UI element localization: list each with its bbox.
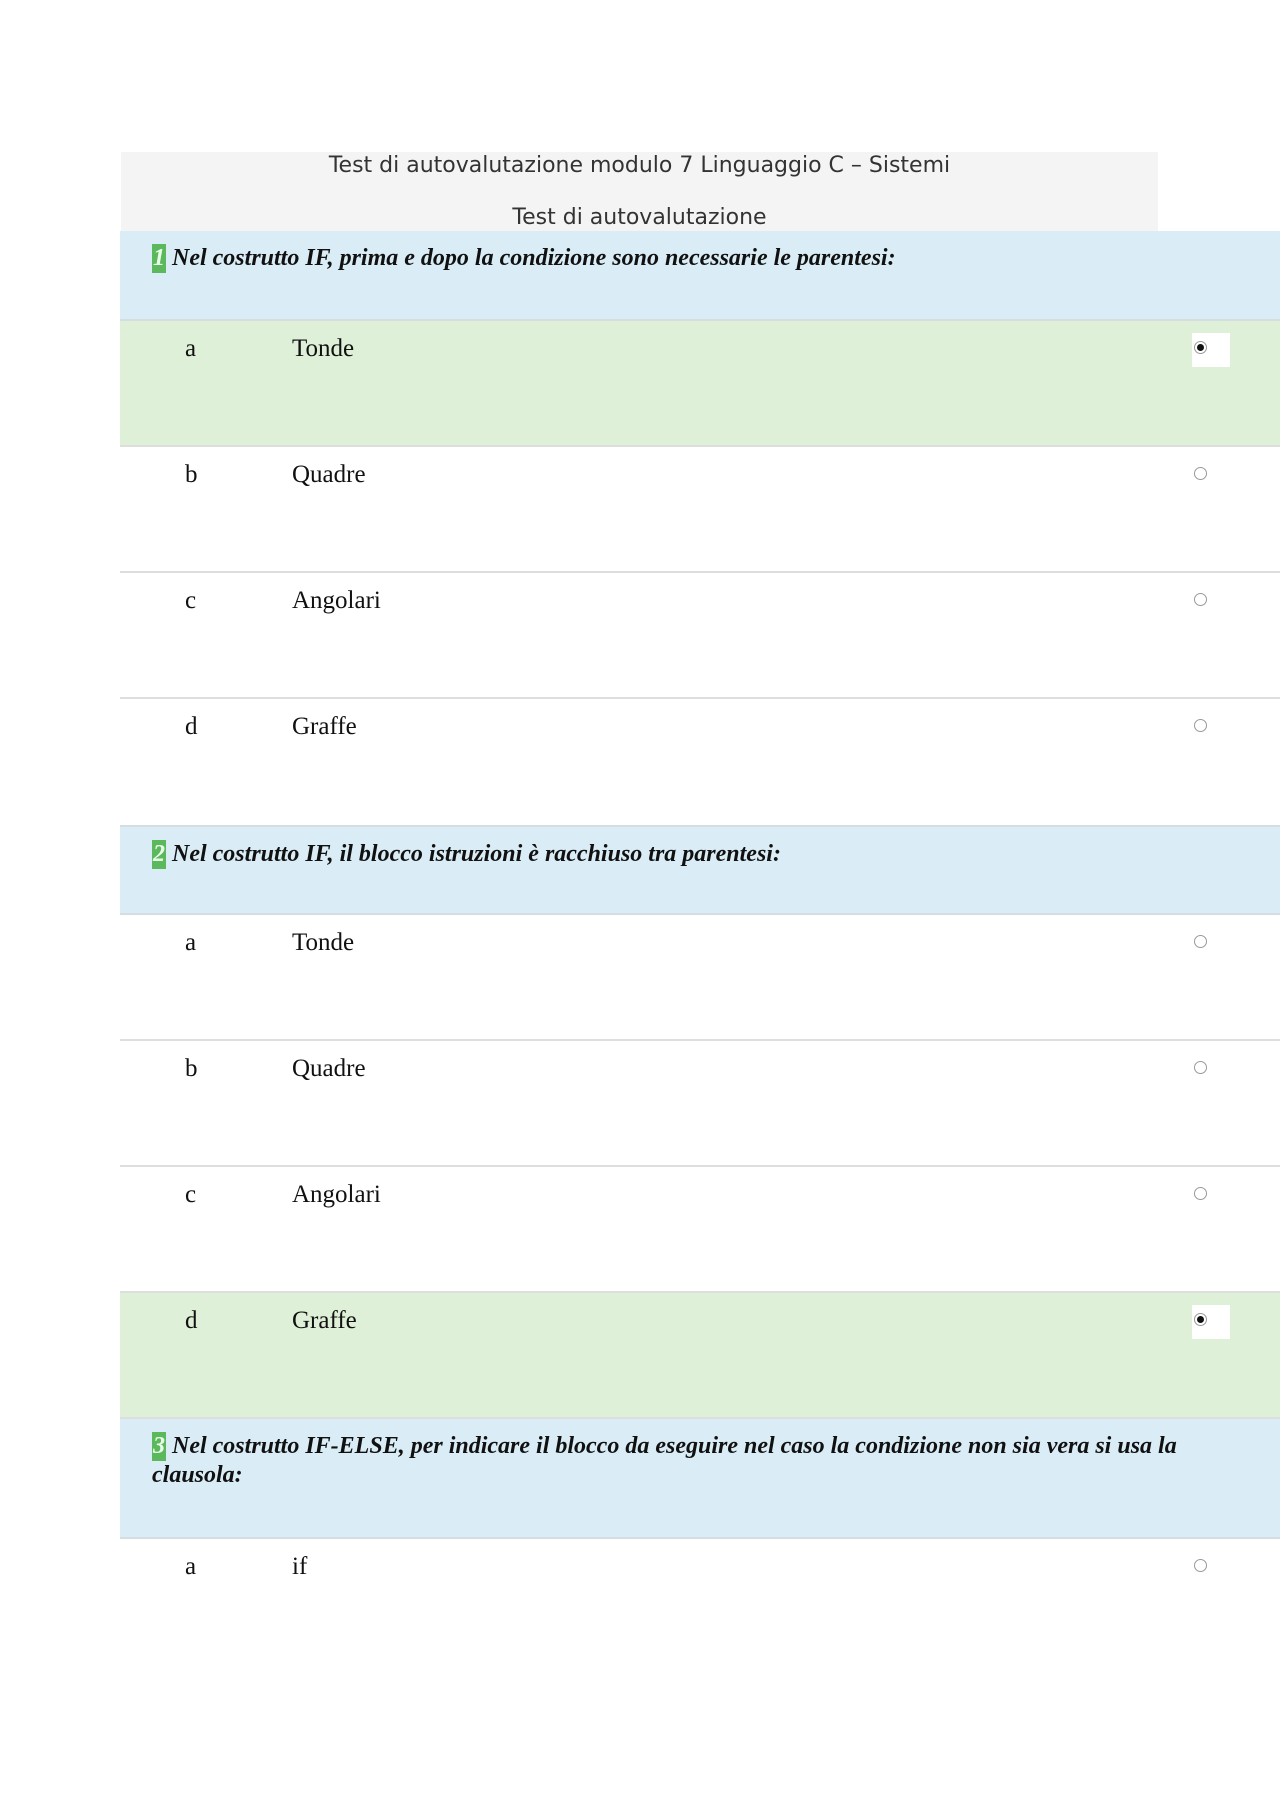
option-q1-d[interactable]	[120, 699, 1280, 825]
question-1	[120, 231, 1280, 321]
option-q2-d[interactable]	[120, 1293, 1280, 1419]
option-letter: a	[185, 929, 197, 956]
radio-button[interactable]	[1194, 593, 1207, 606]
question-number: 2	[153, 841, 165, 867]
page-subtitle: Test di autovalutazione	[512, 205, 767, 230]
option-text: Tonde	[292, 929, 355, 956]
option-letter: d	[185, 713, 198, 740]
option-letter: d	[185, 1307, 198, 1334]
quiz	[120, 231, 1280, 1663]
question-text: Nel costrutto IF, prima e dopo la condizione sono necessarie le parentesi:	[172, 245, 896, 271]
option-text: Angolari	[292, 1181, 381, 1208]
radio-box	[1192, 333, 1230, 367]
question-3	[120, 1419, 1280, 1539]
option-q1-a[interactable]	[120, 321, 1280, 447]
radio-box	[1192, 1053, 1230, 1087]
option-q2-a[interactable]	[120, 915, 1280, 1041]
option-text: Tonde	[292, 335, 355, 362]
radio-box	[1192, 1305, 1230, 1339]
radio-box	[1192, 1551, 1230, 1585]
option-q2-c[interactable]	[120, 1167, 1280, 1293]
option-text: Quadre	[292, 461, 366, 488]
option-letter: b	[185, 461, 198, 488]
radio-button[interactable]	[1194, 719, 1207, 732]
option-text: Quadre	[292, 1055, 366, 1082]
option-q1-c[interactable]	[120, 573, 1280, 699]
option-q3-a[interactable]	[120, 1539, 1280, 1663]
option-text: Angolari	[292, 587, 381, 614]
option-q2-b[interactable]	[120, 1041, 1280, 1167]
option-letter: b	[185, 1055, 198, 1082]
option-letter: c	[185, 1181, 197, 1208]
radio-button[interactable]	[1194, 1061, 1207, 1074]
radio-box	[1192, 1179, 1230, 1213]
option-text: if	[292, 1553, 308, 1580]
radio-button[interactable]	[1194, 1187, 1207, 1200]
page-header	[121, 152, 1158, 231]
question-number: 3	[153, 1433, 165, 1459]
radio-button[interactable]	[1194, 467, 1207, 480]
page-title: Test di autovalutazione modulo 7 Linguaggio C – Sistemi	[328, 153, 951, 178]
radio-box	[1192, 927, 1230, 961]
radio-box	[1192, 459, 1230, 493]
question-number: 1	[153, 245, 165, 271]
radio-box	[1192, 711, 1230, 745]
question-2	[120, 825, 1280, 915]
option-text: Graffe	[292, 713, 357, 740]
radio-box	[1192, 585, 1230, 619]
question-text: Nel costrutto IF, il blocco istruzioni è racchiuso tra parentesi:	[172, 841, 781, 867]
option-letter: a	[185, 1553, 197, 1580]
radio-button[interactable]	[1194, 1559, 1207, 1572]
option-letter: c	[185, 587, 197, 614]
option-q1-b[interactable]	[120, 447, 1280, 573]
option-letter: a	[185, 335, 197, 362]
radio-button[interactable]	[1194, 1313, 1207, 1326]
question-text: Nel costrutto IF-ELSE, per indicare il blocco da eseguire nel caso la condizione non sia vera si usa la clausola:	[152, 1433, 1177, 1488]
option-text: Graffe	[292, 1307, 357, 1334]
radio-button[interactable]	[1194, 935, 1207, 948]
radio-button[interactable]	[1194, 341, 1207, 354]
